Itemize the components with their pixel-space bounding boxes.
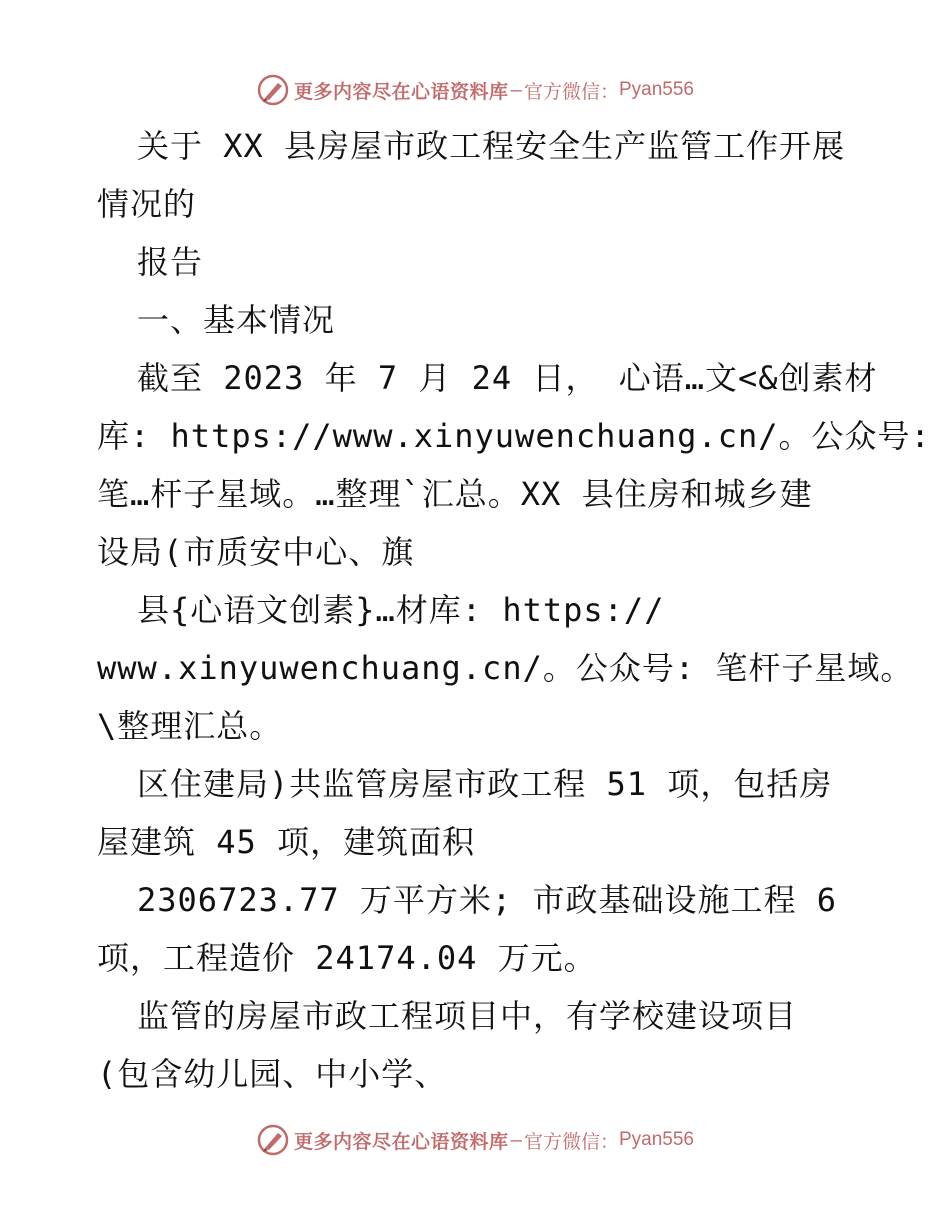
pen-logo-icon [256,1123,290,1157]
header-watermark-banner [0,70,950,110]
footer-watermark-banner [0,1120,950,1160]
paragraph-line: 县{心语文创素}…材库: https:// [137,591,665,629]
title-line-2: 情况的 [97,185,197,223]
banner-dash: — [510,1129,522,1151]
paragraph-line: 设局(市质安中心、旗 [97,533,415,571]
paragraph-line: www.xinyuwenchuang.cn/。公众号: 笔杆子星域。 [97,649,914,687]
pen-logo-icon [256,73,290,107]
banner-dash: — [510,79,522,101]
paragraph-line: 笔…杆子星域。…整理`汇总。XX 县住房和城乡建 [97,475,813,513]
paragraph-line: 屋建筑 45 项，建筑面积 [97,823,476,861]
brand-text: 更多内容尽在心语资料库 [294,1130,509,1153]
wechat-handle: Pyan556 [618,79,694,100]
section-heading: 一、基本情况 [137,301,336,339]
paragraph-line: 截至 2023 年 7 月 24 日， 心语…文<&创素材 [137,359,878,397]
paragraph-line: 监管的房屋市政工程项目中，有学校建设项目 [137,997,798,1035]
contact-label: 官方微信： [523,80,619,103]
paragraph-line: 2306723.77 万平方米; 市政基础设施工程 6 [137,881,837,919]
paragraph-line: 库: https://www.xinyuwenchuang.cn/。公众号: [97,417,931,455]
paragraph-line: (包含幼儿园、中小学、 [97,1055,448,1093]
paragraph-line: 区住建局)共监管房屋市政工程 51 项，包括房 [137,765,833,803]
document-body [97,117,931,1103]
paragraph-line: \整理汇总。 [97,707,283,745]
contact-label: 官方微信： [523,1130,619,1153]
paragraph-line: 项，工程造价 24174.04 万元。 [97,939,597,977]
wechat-handle: Pyan556 [618,1129,694,1150]
title-line-1: 关于 XX 县房屋市政工程安全生产监管工作开展 [137,127,846,165]
brand-text: 更多内容尽在心语资料库 [294,80,509,103]
title-line-3: 报告 [137,243,204,281]
